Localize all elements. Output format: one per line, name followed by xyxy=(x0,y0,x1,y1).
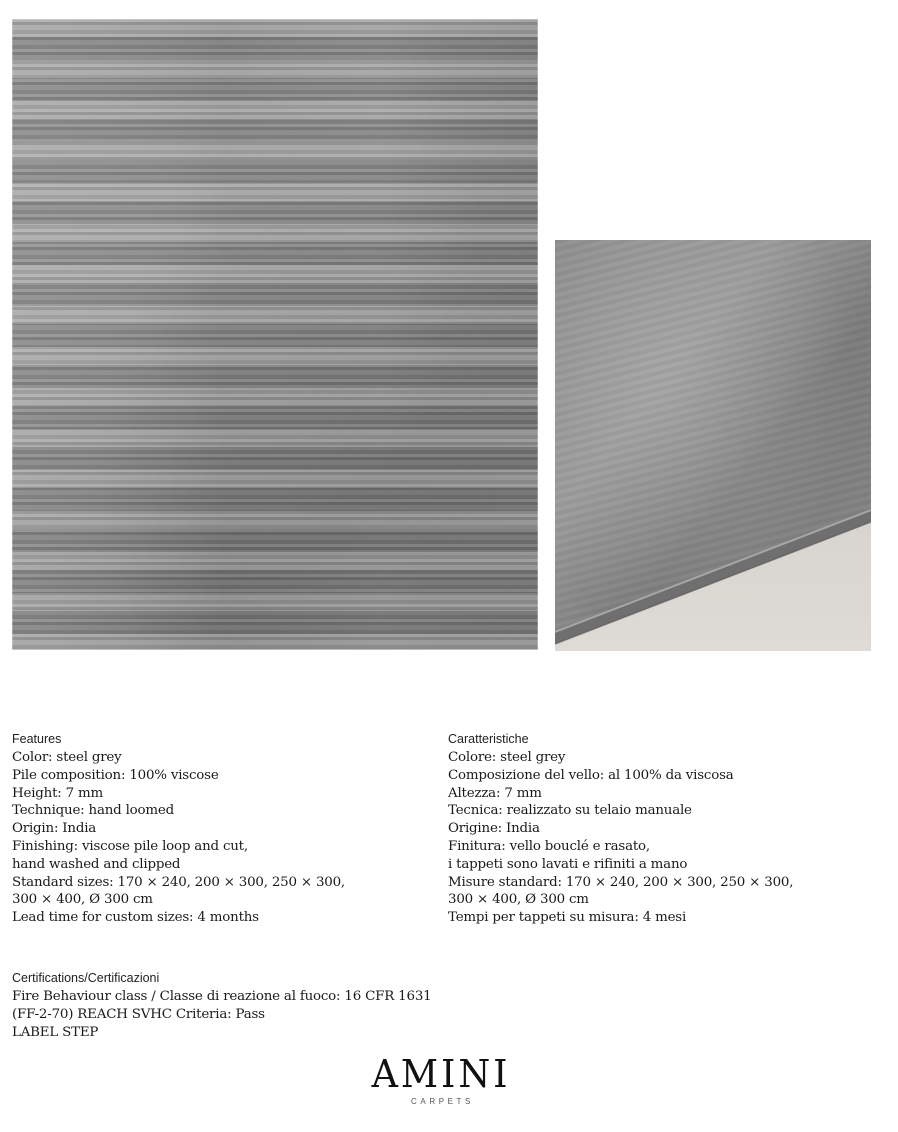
logo-subtitle: CARPETS xyxy=(411,1097,474,1106)
features-en xyxy=(12,732,432,927)
feature-line: i tappeti sono lavati e rifiniti a mano xyxy=(448,856,688,872)
certification-line: Fire Behaviour class / Classe di reazione al fuoco: 16 CFR 1631 xyxy=(12,989,432,1004)
feature-line: Origine: India xyxy=(448,821,540,837)
feature-line: Colore: steel grey xyxy=(448,750,566,765)
features-en-heading: Features xyxy=(12,732,62,746)
rug-full-image xyxy=(12,19,538,650)
certifications xyxy=(12,971,512,1041)
features-it-heading: Caratteristiche xyxy=(448,732,529,746)
feature-line: Finitura: vello bouclé e rasato, xyxy=(448,838,650,854)
certification-line: (FF-2-70) REACH SVHC Criteria: Pass xyxy=(12,1006,265,1022)
feature-line: Finishing: viscose pile loop and cut, xyxy=(12,838,248,854)
logo-wordmark: AMINI xyxy=(371,1052,511,1096)
feature-line: Origin: India xyxy=(12,821,97,837)
feature-line: Standard sizes: 170 × 240, 200 × 300, 250 × 300, xyxy=(12,874,345,890)
rug-detail-image xyxy=(555,240,871,651)
certifications-heading: Certifications/Certificazioni xyxy=(12,971,160,985)
certification-line: LABEL STEP xyxy=(12,1024,99,1040)
feature-line: Altezza: 7 mm xyxy=(448,785,542,801)
feature-line: Composizione del vello: al 100% da viscosa xyxy=(448,767,734,783)
feature-line: Misure standard: 170 × 240, 200 × 300, 250 × 300, xyxy=(448,874,794,890)
feature-line: Lead time for custom sizes: 4 months xyxy=(12,910,259,926)
feature-line: Height: 7 mm xyxy=(12,785,104,801)
feature-line: Technique: hand loomed xyxy=(12,803,174,819)
feature-line: hand washed and clipped xyxy=(12,856,181,872)
features-it xyxy=(448,732,868,927)
feature-line: Tempi per tappeti su misura: 4 mesi xyxy=(448,910,687,926)
feature-line: 300 × 400, Ø 300 cm xyxy=(12,892,153,908)
feature-line: Tecnica: realizzato su telaio manuale xyxy=(448,803,692,819)
feature-line: Pile composition: 100% viscose xyxy=(12,767,219,783)
brand-logo xyxy=(349,1052,533,1106)
feature-line: Color: steel grey xyxy=(12,750,122,765)
feature-line: 300 × 400, Ø 300 cm xyxy=(448,892,589,908)
